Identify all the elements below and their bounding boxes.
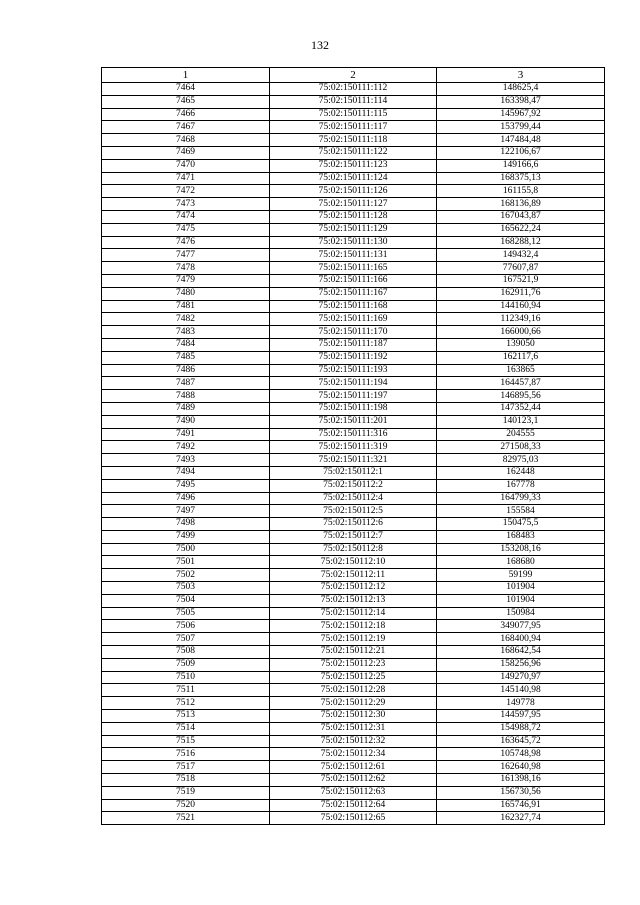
row-number-cell: 7506 [102,620,270,633]
cadastral-number-cell: 75:02:150111:122 [270,146,437,159]
column-header-2: 2 [270,68,437,83]
cadastral-number-cell: 75:02:150111:130 [270,236,437,249]
cadastral-number-cell: 75:02:150112:4 [270,492,437,505]
cadastral-number-cell: 75:02:150111:128 [270,210,437,223]
table-row [102,377,605,390]
table-row [102,249,605,262]
value-cell: 161398,16 [437,774,605,787]
row-number-cell: 7507 [102,633,270,646]
column-header-1: 1 [102,68,270,83]
value-cell: 165622,24 [437,223,605,236]
row-number-cell: 7483 [102,326,270,339]
row-number-cell: 7518 [102,774,270,787]
value-cell: 167043,87 [437,210,605,223]
table-row [102,786,605,799]
table-row [102,415,605,428]
row-number-cell: 7464 [102,83,270,96]
cadastral-number-cell: 75:02:150111:118 [270,134,437,147]
value-cell: 164799,33 [437,492,605,505]
row-number-cell: 7503 [102,582,270,595]
value-cell: 147484,48 [437,134,605,147]
table-row [102,479,605,492]
table-row [102,83,605,96]
cadastral-number-cell: 75:02:150111:165 [270,262,437,275]
row-number-cell: 7471 [102,172,270,185]
row-number-cell: 7504 [102,594,270,607]
value-cell: 139050 [437,338,605,351]
value-cell: 145967,92 [437,108,605,121]
cadastral-number-cell: 75:02:150111:170 [270,326,437,339]
table-row [102,556,605,569]
value-cell: 167778 [437,479,605,492]
cadastral-number-cell: 75:02:150112:29 [270,697,437,710]
value-cell: 101904 [437,582,605,595]
value-cell: 168288,12 [437,236,605,249]
value-cell: 162911,76 [437,287,605,300]
value-cell: 149166,6 [437,159,605,172]
cadastral-number-cell: 75:02:150112:34 [270,748,437,761]
table-row [102,505,605,518]
value-cell: 166000,66 [437,326,605,339]
table-row [102,441,605,454]
table-row [102,620,605,633]
value-cell: 168136,89 [437,198,605,211]
row-number-cell: 7472 [102,185,270,198]
cadastral-number-cell: 75:02:150111:197 [270,390,437,403]
value-cell: 154988,72 [437,722,605,735]
table-row [102,646,605,659]
table-row [102,607,605,620]
cadastral-number-cell: 75:02:150111:169 [270,313,437,326]
table-row [102,466,605,479]
value-cell: 149778 [437,697,605,710]
cadastral-number-cell: 75:02:150112:28 [270,684,437,697]
value-cell: 168375,13 [437,172,605,185]
value-cell: 153799,44 [437,121,605,134]
value-cell: 101904 [437,594,605,607]
table-row [102,236,605,249]
cadastral-number-cell: 75:02:150112:31 [270,722,437,735]
value-cell: 165746,91 [437,799,605,812]
row-number-cell: 7498 [102,518,270,531]
row-number-cell: 7496 [102,492,270,505]
row-number-cell: 7486 [102,364,270,377]
cadastral-number-cell: 75:02:150112:30 [270,710,437,723]
value-cell: 162117,6 [437,351,605,364]
table-row [102,108,605,121]
table-row [102,774,605,787]
row-number-cell: 7470 [102,159,270,172]
row-number-cell: 7466 [102,108,270,121]
value-cell: 144597,95 [437,710,605,723]
row-number-cell: 7514 [102,722,270,735]
table-row [102,159,605,172]
row-number-cell: 7484 [102,338,270,351]
table-row [102,428,605,441]
table-row [102,812,605,825]
row-number-cell: 7477 [102,249,270,262]
cadastral-number-cell: 75:02:150111:166 [270,274,437,287]
value-cell: 167521,9 [437,274,605,287]
cadastral-number-cell: 75:02:150111:114 [270,95,437,108]
cadastral-number-cell: 75:02:150112:2 [270,479,437,492]
cadastral-number-cell: 75:02:150112:19 [270,633,437,646]
cadastral-number-cell: 75:02:150112:13 [270,594,437,607]
table-row [102,710,605,723]
value-cell: 163865 [437,364,605,377]
cadastral-number-cell: 75:02:150112:1 [270,466,437,479]
cadastral-number-cell: 75:02:150111:319 [270,441,437,454]
value-cell: 144160,94 [437,300,605,313]
cadastral-number-cell: 75:02:150111:193 [270,364,437,377]
row-number-cell: 7520 [102,799,270,812]
table-row [102,594,605,607]
table-row [102,146,605,159]
row-number-cell: 7481 [102,300,270,313]
row-number-cell: 7488 [102,390,270,403]
cadastral-number-cell: 75:02:150111:194 [270,377,437,390]
row-number-cell: 7508 [102,646,270,659]
row-number-cell: 7489 [102,402,270,415]
cadastral-number-cell: 75:02:150111:192 [270,351,437,364]
cadastral-number-cell: 75:02:150111:131 [270,249,437,262]
row-number-cell: 7469 [102,146,270,159]
value-cell: 161155,8 [437,185,605,198]
table-row [102,185,605,198]
row-number-cell: 7480 [102,287,270,300]
table-row [102,121,605,134]
row-number-cell: 7479 [102,274,270,287]
cadastral-number-cell: 75:02:150111:168 [270,300,437,313]
row-number-cell: 7511 [102,684,270,697]
table-row [102,671,605,684]
cadastral-number-cell: 75:02:150112:23 [270,658,437,671]
table-row [102,351,605,364]
row-number-cell: 7505 [102,607,270,620]
cadastral-number-cell: 75:02:150112:10 [270,556,437,569]
cadastral-number-cell: 75:02:150111:129 [270,223,437,236]
table-row [102,402,605,415]
value-cell: 150984 [437,607,605,620]
row-number-cell: 7495 [102,479,270,492]
row-number-cell: 7474 [102,210,270,223]
value-cell: 148625,4 [437,83,605,96]
value-cell: 156730,56 [437,786,605,799]
table-row [102,454,605,467]
value-cell: 153208,16 [437,543,605,556]
value-cell: 145140,98 [437,684,605,697]
value-cell: 150475,5 [437,518,605,531]
value-cell: 59199 [437,569,605,582]
value-cell: 149270,97 [437,671,605,684]
column-header-3: 3 [437,68,605,83]
cadastral-number-cell: 75:02:150112:32 [270,735,437,748]
table-row [102,313,605,326]
value-cell: 168483 [437,530,605,543]
value-cell: 158256,96 [437,658,605,671]
cadastral-number-cell: 75:02:150112:18 [270,620,437,633]
value-cell: 163398,47 [437,95,605,108]
cadastral-number-cell: 75:02:150112:61 [270,761,437,774]
row-number-cell: 7492 [102,441,270,454]
table-row [102,198,605,211]
cadastral-number-cell: 75:02:150111:112 [270,83,437,96]
table-row [102,210,605,223]
table-body [102,83,605,825]
value-cell: 82975,03 [437,454,605,467]
row-number-cell: 7476 [102,236,270,249]
row-number-cell: 7490 [102,415,270,428]
cadastral-number-cell: 75:02:150111:126 [270,185,437,198]
value-cell: 164457,87 [437,377,605,390]
page-number: 132 [311,38,329,52]
value-cell: 168680 [437,556,605,569]
table-row [102,582,605,595]
value-cell: 122106,67 [437,146,605,159]
cadastral-number-cell: 75:02:150111:316 [270,428,437,441]
cadastral-number-cell: 75:02:150112:21 [270,646,437,659]
row-number-cell: 7475 [102,223,270,236]
table-row [102,697,605,710]
row-number-cell: 7519 [102,786,270,799]
cadastral-number-cell: 75:02:150111:201 [270,415,437,428]
value-cell: 146895,56 [437,390,605,403]
row-number-cell: 7510 [102,671,270,684]
cadastral-number-cell: 75:02:150111:124 [270,172,437,185]
value-cell: 168642,54 [437,646,605,659]
table-row [102,364,605,377]
table-row [102,761,605,774]
table-row [102,530,605,543]
table-row [102,684,605,697]
row-number-cell: 7509 [102,658,270,671]
row-number-cell: 7497 [102,505,270,518]
value-cell: 112349,16 [437,313,605,326]
cadastral-number-cell: 75:02:150112:14 [270,607,437,620]
cadastral-number-cell: 75:02:150111:127 [270,198,437,211]
row-number-cell: 7467 [102,121,270,134]
table-row [102,518,605,531]
value-cell: 162640,98 [437,761,605,774]
table-row [102,287,605,300]
row-number-cell: 7513 [102,710,270,723]
table-row [102,735,605,748]
data-table [101,67,605,825]
cadastral-number-cell: 75:02:150112:8 [270,543,437,556]
row-number-cell: 7494 [102,466,270,479]
cadastral-number-cell: 75:02:150112:7 [270,530,437,543]
cadastral-number-cell: 75:02:150112:63 [270,786,437,799]
cadastral-number-cell: 75:02:150111:167 [270,287,437,300]
value-cell: 155584 [437,505,605,518]
table-row [102,95,605,108]
table-row [102,223,605,236]
value-cell: 149432,4 [437,249,605,262]
value-cell: 162448 [437,466,605,479]
cadastral-number-cell: 75:02:150112:5 [270,505,437,518]
table-row [102,300,605,313]
row-number-cell: 7501 [102,556,270,569]
row-number-cell: 7478 [102,262,270,275]
row-number-cell: 7521 [102,812,270,825]
table-row [102,274,605,287]
cadastral-number-cell: 75:02:150111:117 [270,121,437,134]
row-number-cell: 7482 [102,313,270,326]
value-cell: 163645,72 [437,735,605,748]
table-row [102,658,605,671]
cadastral-number-cell: 75:02:150112:64 [270,799,437,812]
value-cell: 77607,87 [437,262,605,275]
cadastral-number-cell: 75:02:150111:187 [270,338,437,351]
cadastral-number-cell: 75:02:150112:11 [270,569,437,582]
table-row [102,390,605,403]
cadastral-number-cell: 75:02:150112:25 [270,671,437,684]
cadastral-number-cell: 75:02:150112:65 [270,812,437,825]
table-row [102,134,605,147]
table-row [102,262,605,275]
table-row [102,799,605,812]
table-row [102,326,605,339]
table-row [102,172,605,185]
row-number-cell: 7468 [102,134,270,147]
value-cell: 147352,44 [437,402,605,415]
value-cell: 204555 [437,428,605,441]
row-number-cell: 7515 [102,735,270,748]
table-row [102,338,605,351]
table-row [102,569,605,582]
row-number-cell: 7512 [102,697,270,710]
value-cell: 271508,33 [437,441,605,454]
row-number-cell: 7487 [102,377,270,390]
table-row [102,543,605,556]
row-number-cell: 7491 [102,428,270,441]
table-row [102,748,605,761]
value-cell: 140123,1 [437,415,605,428]
row-number-cell: 7517 [102,761,270,774]
cadastral-number-cell: 75:02:150111:123 [270,159,437,172]
row-number-cell: 7465 [102,95,270,108]
table-row [102,633,605,646]
value-cell: 105748,98 [437,748,605,761]
row-number-cell: 7485 [102,351,270,364]
table-row [102,722,605,735]
cadastral-number-cell: 75:02:150112:6 [270,518,437,531]
cadastral-number-cell: 75:02:150112:12 [270,582,437,595]
value-cell: 168400,94 [437,633,605,646]
row-number-cell: 7493 [102,454,270,467]
row-number-cell: 7516 [102,748,270,761]
table-header-row [102,68,605,83]
value-cell: 349077,95 [437,620,605,633]
row-number-cell: 7499 [102,530,270,543]
cadastral-number-cell: 75:02:150111:115 [270,108,437,121]
table-row [102,492,605,505]
row-number-cell: 7473 [102,198,270,211]
value-cell: 162327,74 [437,812,605,825]
cadastral-number-cell: 75:02:150111:321 [270,454,437,467]
cadastral-number-cell: 75:02:150112:62 [270,774,437,787]
row-number-cell: 7500 [102,543,270,556]
cadastral-number-cell: 75:02:150111:198 [270,402,437,415]
row-number-cell: 7502 [102,569,270,582]
